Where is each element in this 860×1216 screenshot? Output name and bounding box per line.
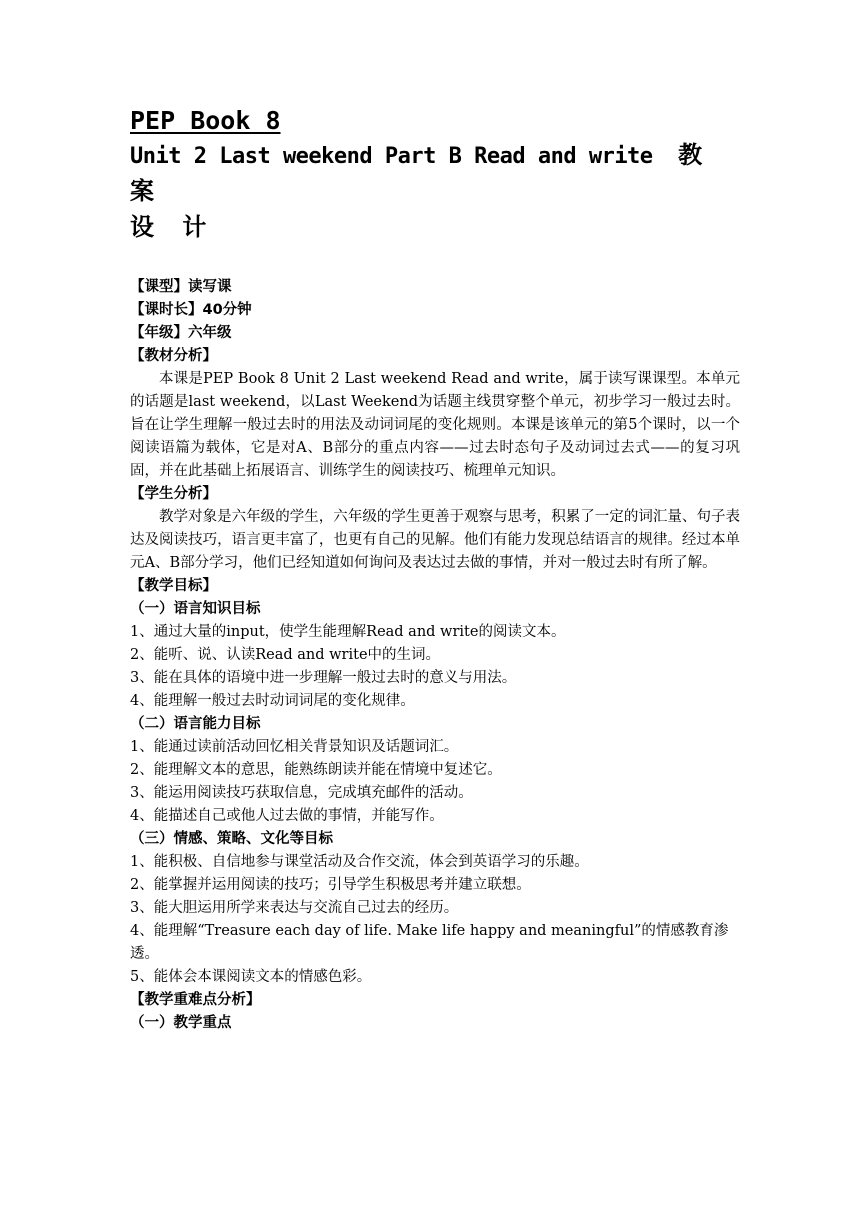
list-item: 4、能描述自己或他人过去做的事情，并能写作。 bbox=[130, 808, 444, 824]
title-unit-english: Unit 2 Last weekend Part B Read and write bbox=[130, 144, 653, 169]
list-item: 1、能通过读前活动回忆相关背景知识及话题词汇。 bbox=[130, 739, 459, 755]
goal-emotion-heading: （三）情感、策略、文化等目标 bbox=[130, 831, 333, 847]
goals-heading: 【教学目标】 bbox=[130, 578, 217, 594]
list-item: 3、能运用阅读技巧获取信息，完成填充邮件的活动。 bbox=[130, 785, 473, 801]
document-title-suffix: 设 计 bbox=[130, 213, 217, 241]
title-unit-chinese: 教 案 bbox=[130, 141, 713, 205]
list-item: 1、能积极、自信地参与课堂活动及合作交流，体会到英语学习的乐趣。 bbox=[130, 854, 589, 870]
document-title-unit bbox=[130, 138, 740, 210]
goal-ability-heading: （二）语言能力目标 bbox=[130, 716, 261, 732]
course-grade: 【年级】六年级 bbox=[130, 325, 232, 341]
list-item: 2、能听、说、认读Read and write中的生词。 bbox=[130, 647, 441, 663]
students-paragraph: 教学对象是六年级的学生，六年级的学生更善于观察与思考，积累了一定的词汇量、句子表达及阅读技巧，语言更丰富了，也更有自己的见解。他们有能力发现总结语言的规律。经过本单元A、B部分学习，他们已经知道如何询问及表达过去做的事情，并对一般过去时有所了解。 bbox=[130, 509, 740, 571]
materials-heading: 【教材分析】 bbox=[130, 348, 217, 364]
list-item: 1、通过大量的input，使学生能理解Read and write的阅读文本。 bbox=[130, 624, 566, 640]
list-item: 2、能理解文本的意思，能熟练朗读并能在情境中复述它。 bbox=[130, 762, 502, 778]
goal-knowledge-heading: （一）语言知识目标 bbox=[130, 601, 261, 617]
keypoints-subheading: （一）教学重点 bbox=[130, 1015, 232, 1031]
document-page bbox=[130, 104, 740, 1035]
students-heading: 【学生分析】 bbox=[130, 486, 217, 502]
list-item: 4、能理解一般过去时动词词尾的变化规律。 bbox=[130, 693, 415, 709]
list-item: 5、能体会本课阅读文本的情感色彩。 bbox=[130, 969, 372, 985]
list-item: 2、能掌握并运用阅读的技巧；引导学生积极思考并建立联想。 bbox=[130, 877, 531, 893]
document-title-book: PEP Book 8 bbox=[130, 106, 281, 135]
list-item: 4、能理解“Treasure each day of life. Make life happy and meaningful”的情感教育渗透。 bbox=[130, 923, 729, 962]
course-type: 【课型】读写课 bbox=[130, 279, 232, 295]
keypoints-heading: 【教学重难点分析】 bbox=[130, 992, 261, 1008]
list-item: 3、能在具体的语境中进一步理解一般过去时的意义与用法。 bbox=[130, 670, 517, 686]
list-item: 3、能大胆运用所学来表达与交流自己过去的经历。 bbox=[130, 900, 459, 916]
course-duration: 【课时长】40分钟 bbox=[130, 302, 252, 318]
materials-paragraph: 本课是PEP Book 8 Unit 2 Last weekend Read and write，属于读写课课型。本单元的话题是last weekend，以Last Weekend为话题主线贯穿整个单元，初步学习一般过去时。旨在让学生理解一般过去时的用法及动词词尾的变化规则。本课是该单元的第5个课时，以一个阅读语篇为载体，它是对A、B部分的重点内容——过去时态句子及动词过去式——的复习巩固，并在此基础上拓展语言、训练学生的阅读技巧、梳理单元知识。 bbox=[130, 371, 740, 479]
